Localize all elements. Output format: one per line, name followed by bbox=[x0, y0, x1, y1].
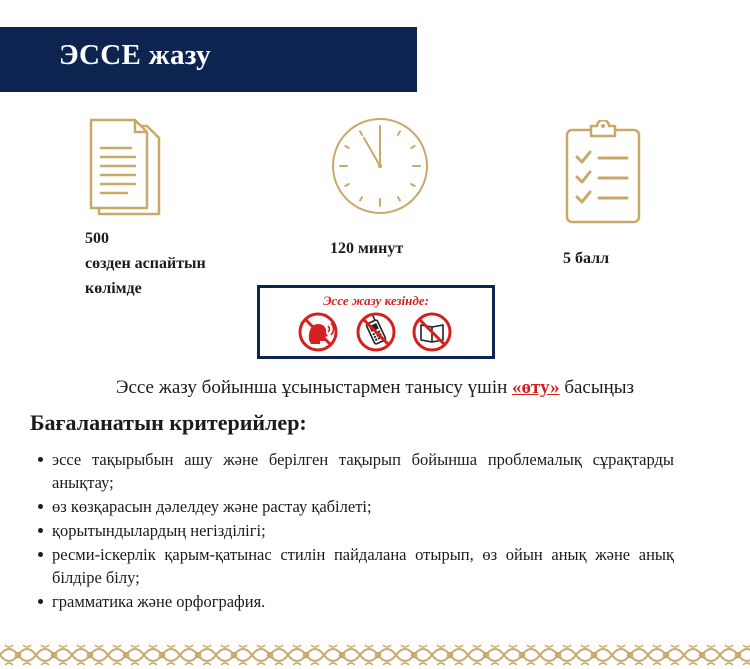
word-limit-unit: көлімде bbox=[85, 280, 142, 297]
score-label: 5 балл bbox=[563, 250, 610, 267]
clock-icon bbox=[330, 116, 430, 216]
no-talking-icon bbox=[298, 312, 338, 352]
go-link[interactable]: «өту» bbox=[512, 377, 560, 398]
intro-text bbox=[0, 377, 750, 399]
stat-score bbox=[563, 120, 683, 268]
checklist-clipboard-icon bbox=[563, 120, 643, 224]
title-banner bbox=[0, 27, 417, 92]
criteria-item: грамматика және орфография. bbox=[38, 590, 674, 613]
rules-title: Эссе жазу кезінде: bbox=[323, 293, 429, 308]
criteria-item: өз көзқарасын дәлелдеу және растау қабілеті; bbox=[38, 495, 674, 518]
exam-rules-box bbox=[257, 285, 495, 359]
criteria-item: қорытындылардың негізділігі; bbox=[38, 519, 674, 542]
document-icon bbox=[85, 118, 165, 218]
no-book-icon bbox=[412, 312, 452, 352]
criteria-item: ресми-іскерлік қарым-қатынас стилін пайдалана отырып, өз ойын анық және анық білдіре білу; bbox=[38, 543, 674, 589]
time-label: 120 минут bbox=[330, 240, 404, 257]
stat-time-limit bbox=[330, 116, 450, 258]
stat-word-limit bbox=[85, 118, 265, 298]
intro-text-after: басыңыз bbox=[559, 377, 635, 398]
ornament-border bbox=[0, 641, 750, 669]
no-phone-icon bbox=[356, 312, 396, 352]
page-title: ЭССЕ жазу bbox=[59, 39, 211, 71]
word-limit-number: 500 bbox=[85, 230, 109, 247]
intro-text-before: Эссе жазу бойынша ұсыныстармен танысу үшін bbox=[115, 377, 513, 398]
criteria-heading: Бағаланатын критерийлер: bbox=[30, 410, 307, 435]
criteria-item: эссе тақырыбын ашу және берілген тақырып бойынша проблемалық сұрақтарды анықтау; bbox=[38, 448, 674, 494]
criteria-list bbox=[38, 448, 674, 614]
word-limit-text: сөзден аспайтын bbox=[85, 255, 206, 272]
